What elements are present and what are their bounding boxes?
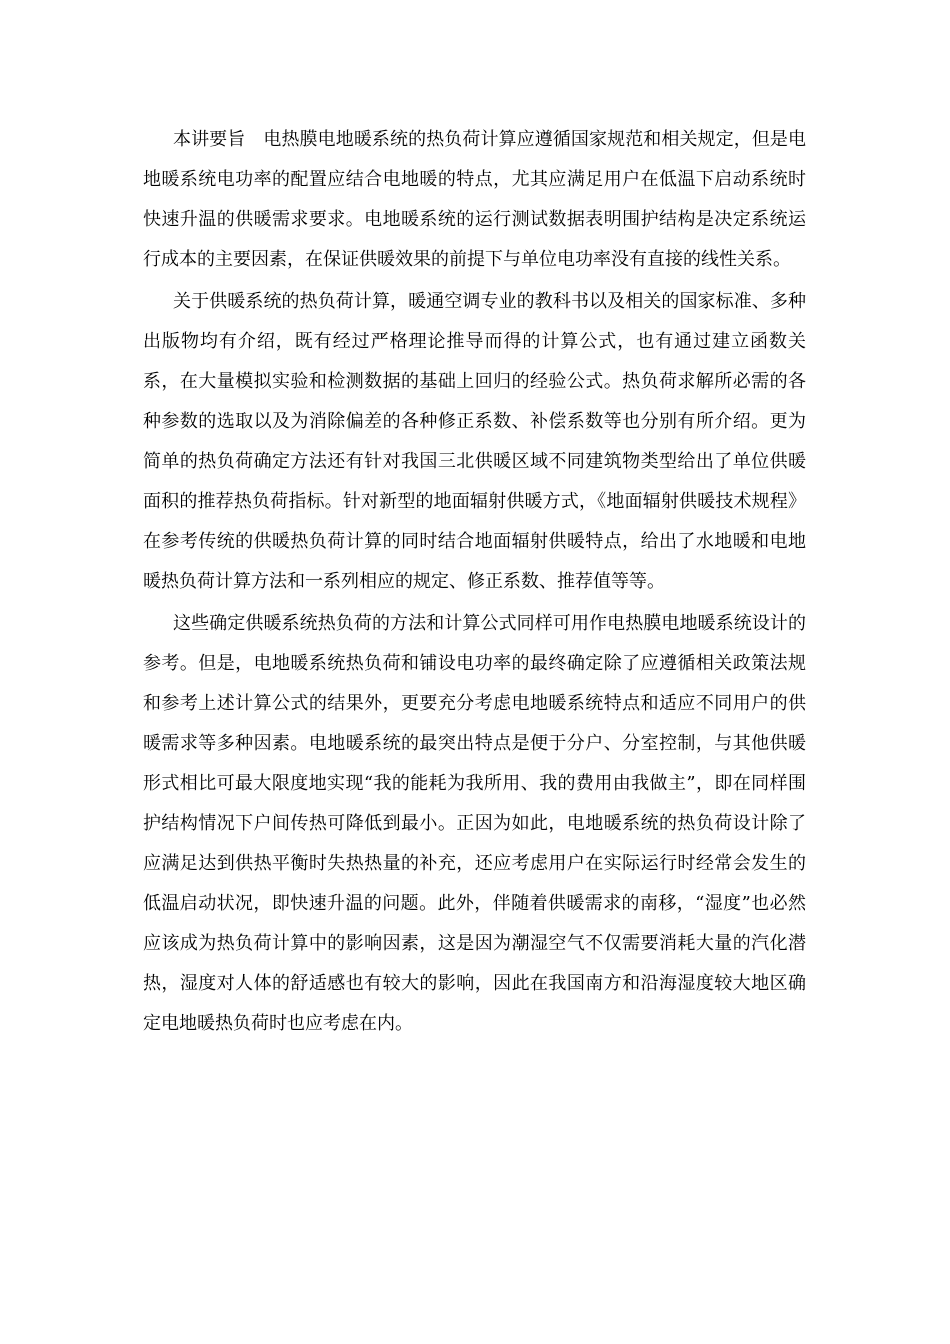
paragraph-heat-load-methods: [143, 282, 806, 602]
paragraph-summary: [143, 120, 806, 280]
summary-text: 电热膜电地暖系统的热负荷计算应遵循国家规范和相关规定，但是电地暖系统电功率的配置应结合电地暖的特点，尤其应满足用户在低温下启动系统时快速升温的供暖需求要求。电地暖系统的运行测试数据表明围护结构是决定系统运行成本的主要因素，在保证供暖效果的前提下与单位电功率没有直接的线性关系。: [143, 129, 807, 270]
paragraph-design-considerations: [143, 604, 806, 1044]
paragraph-text: 关于供暖系统的热负荷计算，暖通空调专业的教科书以及相关的国家标准、多种出版物均有介绍，既有经过严格理论推导而得的计算公式，也有通过建立函数关系，在大量模拟实验和检测数据的基础上回归的经验公式。热负荷求解所必需的各种参数的选取以及为消除偏差的各种修正系数、补偿系数等也分别有所介绍。更为简单的热负荷确定方法还有针对我国三北供暖区域不同建筑物类型给出了单位供暖面积的推荐热负荷指标。针对新型的地面辐射供暖方式，《地面辐射供暖技术规程》在参考传统的供暖热负荷计算的同时结合地面辐射供暖特点，给出了水地暖和电地暖热负荷计算方法和一系列相应的规定、修正系数、推荐值等等。: [143, 291, 806, 592]
document-body: [143, 120, 806, 1046]
summary-label: 本讲要旨: [173, 129, 246, 150]
paragraph-text: 这些确定供暖系统热负荷的方法和计算公式同样可用作电热膜电地暖系统设计的参考。但是，电地暖系统热负荷和铺设电功率的最终确定除了应遵循相关政策法规和参考上述计算公式的结果外，更要充分考虑电地暖系统特点和适应不同用户的供暖需求等多种因素。电地暖系统的最突出特点是便于分户、分室控制，与其他供暖形式相比可最大限度地实现“我的能耗为我所用、我的费用由我做主”，即在同样围护结构情况下户间传热可降低到最小。正因为如此，电地暖系统的热负荷设计除了应满足达到供热平衡时失热热量的补充，还应考虑用户在实际运行时经常会发生的低温启动状况，即快速升温的问题。此外，伴随着供暖需求的南移，“湿度”也必然应该成为热负荷计算中的影响因素，这是因为潮湿空气不仅需要消耗大量的汽化潜热，湿度对人体的舒适感也有较大的影响，因此在我国南方和沿海湿度较大地区确定电地暖热负荷时也应考虑在内。: [143, 613, 806, 1034]
